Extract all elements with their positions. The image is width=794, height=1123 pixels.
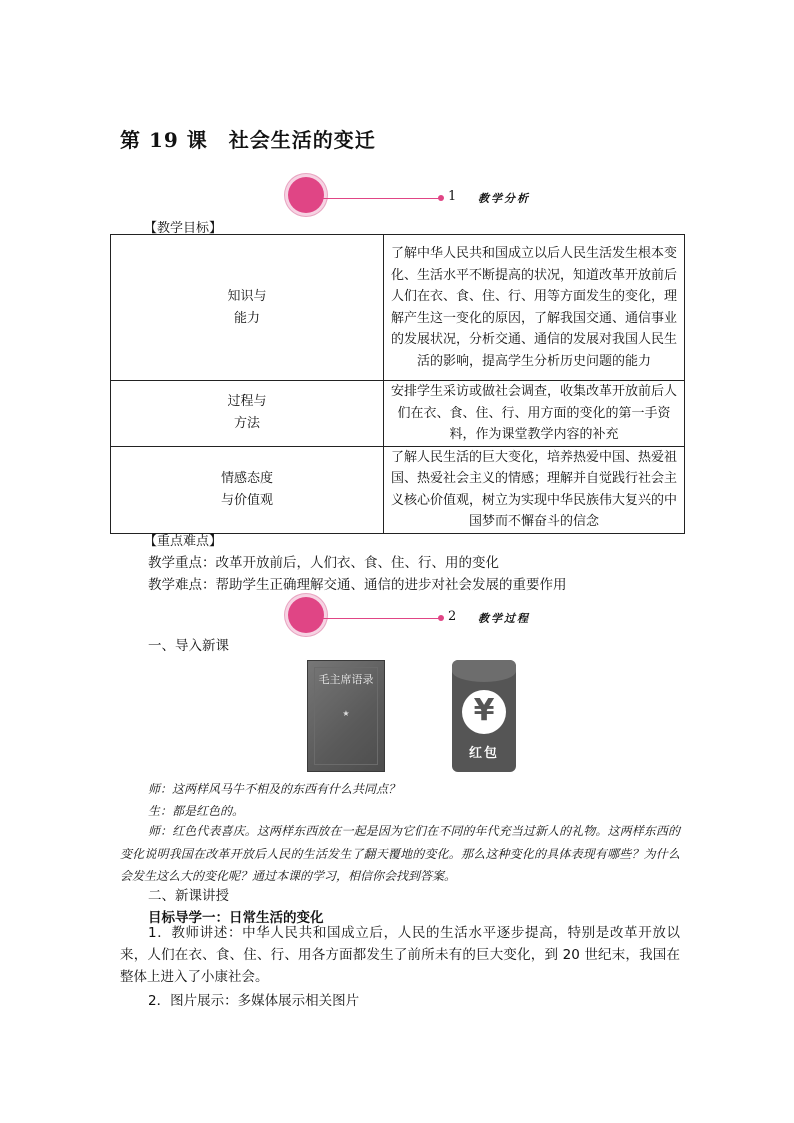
yen-coin-icon: ¥ [462, 690, 506, 734]
goal-label-line: 知识与 [227, 288, 267, 304]
lecture-item-1: 1．教师讲述：中华人民共和国成立后，人民的生活水平逐步提高，特别是改革开放以来，人们在衣、食、住、行、用各方面都发生了前所未有的巨大变化，到 20 世纪末，我国在整体上进入了小康社会。 [120, 925, 680, 985]
section-dot-icon [438, 615, 444, 621]
dialog-teacher: 师：红色代表喜庆。这两样东西放在一起是因为它们在不同的年代充当过新人的礼物。这两样东西的变化说明我国在改革开放后人民的生活发生了翻天覆地的变化。那么这种变化的具体表现有哪些？为什么会发生这么大的变化呢？通过本课的学习，相信你会找到答案。 [120, 824, 680, 883]
section-circle-icon [288, 597, 324, 633]
section-number: 1 [448, 189, 457, 204]
section-line [322, 198, 440, 199]
goal-label-line: 能力 [233, 310, 260, 326]
target-heading: 目标导学一：日常生活的变化 [148, 910, 324, 926]
lecture-item-2: 2．图片展示：多媒体展示相关图片 [148, 993, 360, 1009]
table-row [111, 381, 685, 447]
envelope-label: 红包 [468, 746, 499, 761]
red-envelope-image [452, 660, 516, 772]
section-line [322, 618, 440, 619]
key-point: 教学重点：改革开放前后，人们衣、食、住、行、用的变化 [148, 555, 499, 571]
section-number: 2 [448, 609, 457, 624]
section-label: 教学过程 [478, 612, 530, 625]
goal-label-line: 方法 [233, 416, 260, 432]
page-title: 第 19 课 社会生活的变迁 [120, 128, 376, 152]
quotations-book-image [307, 660, 385, 772]
dialog-question: 师：这两样风马牛不相及的东西有什么共同点？ [148, 782, 401, 796]
envelope-flap [452, 660, 516, 682]
goal-label [111, 235, 384, 381]
section-marker-analysis [288, 177, 568, 217]
star-icon: ★ [342, 709, 350, 718]
table-row [111, 446, 685, 533]
goal-label [111, 381, 384, 447]
goal-content: 了解中华人民共和国成立以后人民生活发生根本变化、生活水平不断提高的状况，知道改革开放前后人们在衣、食、住、行、用等方面发生的变化，理解产生这一变化的原因，了解我国交通、通信事业的发展状况，分析交通、通信的发展对我国人民生活的影响，提高学生分析历史问题的能力 [384, 235, 685, 381]
table-row [111, 235, 685, 381]
intro-heading: 一、导入新课 [148, 638, 229, 654]
goal-content: 安排学生采访或做社会调查，收集改革开放前后人们在衣、食、住、行、用方面的变化的第一手资料，作为课堂教学内容的补充 [384, 381, 685, 447]
goals-heading: 【教学目标】 [144, 221, 223, 236]
key-heading: 【重点难点】 [144, 534, 223, 549]
goal-label-line: 与价值观 [220, 492, 273, 508]
goal-label-line: 情感态度 [220, 470, 273, 486]
section-dot-icon [438, 195, 444, 201]
dialog-answer: 生：都是红色的。 [148, 804, 245, 818]
section-label: 教学分析 [478, 192, 530, 205]
book-title: 毛主席语录 [318, 673, 374, 686]
goals-table [110, 234, 685, 534]
section-marker-process [288, 597, 568, 637]
goal-label [111, 446, 384, 533]
goal-label-line: 过程与 [227, 394, 267, 410]
difficult-point: 教学难点：帮助学生正确理解交通、通信的进步对社会发展的重要作用 [148, 577, 567, 593]
new-lesson-heading: 二、新课讲授 [148, 888, 229, 904]
goal-content: 了解人民生活的巨大变化，培养热爱中国、热爱祖国、热爱社会主义的情感；理解并自觉践行社会主义核心价值观，树立为实现中华民族伟大复兴的中国梦而不懈奋斗的信念 [384, 446, 685, 533]
section-circle-icon [288, 177, 324, 213]
